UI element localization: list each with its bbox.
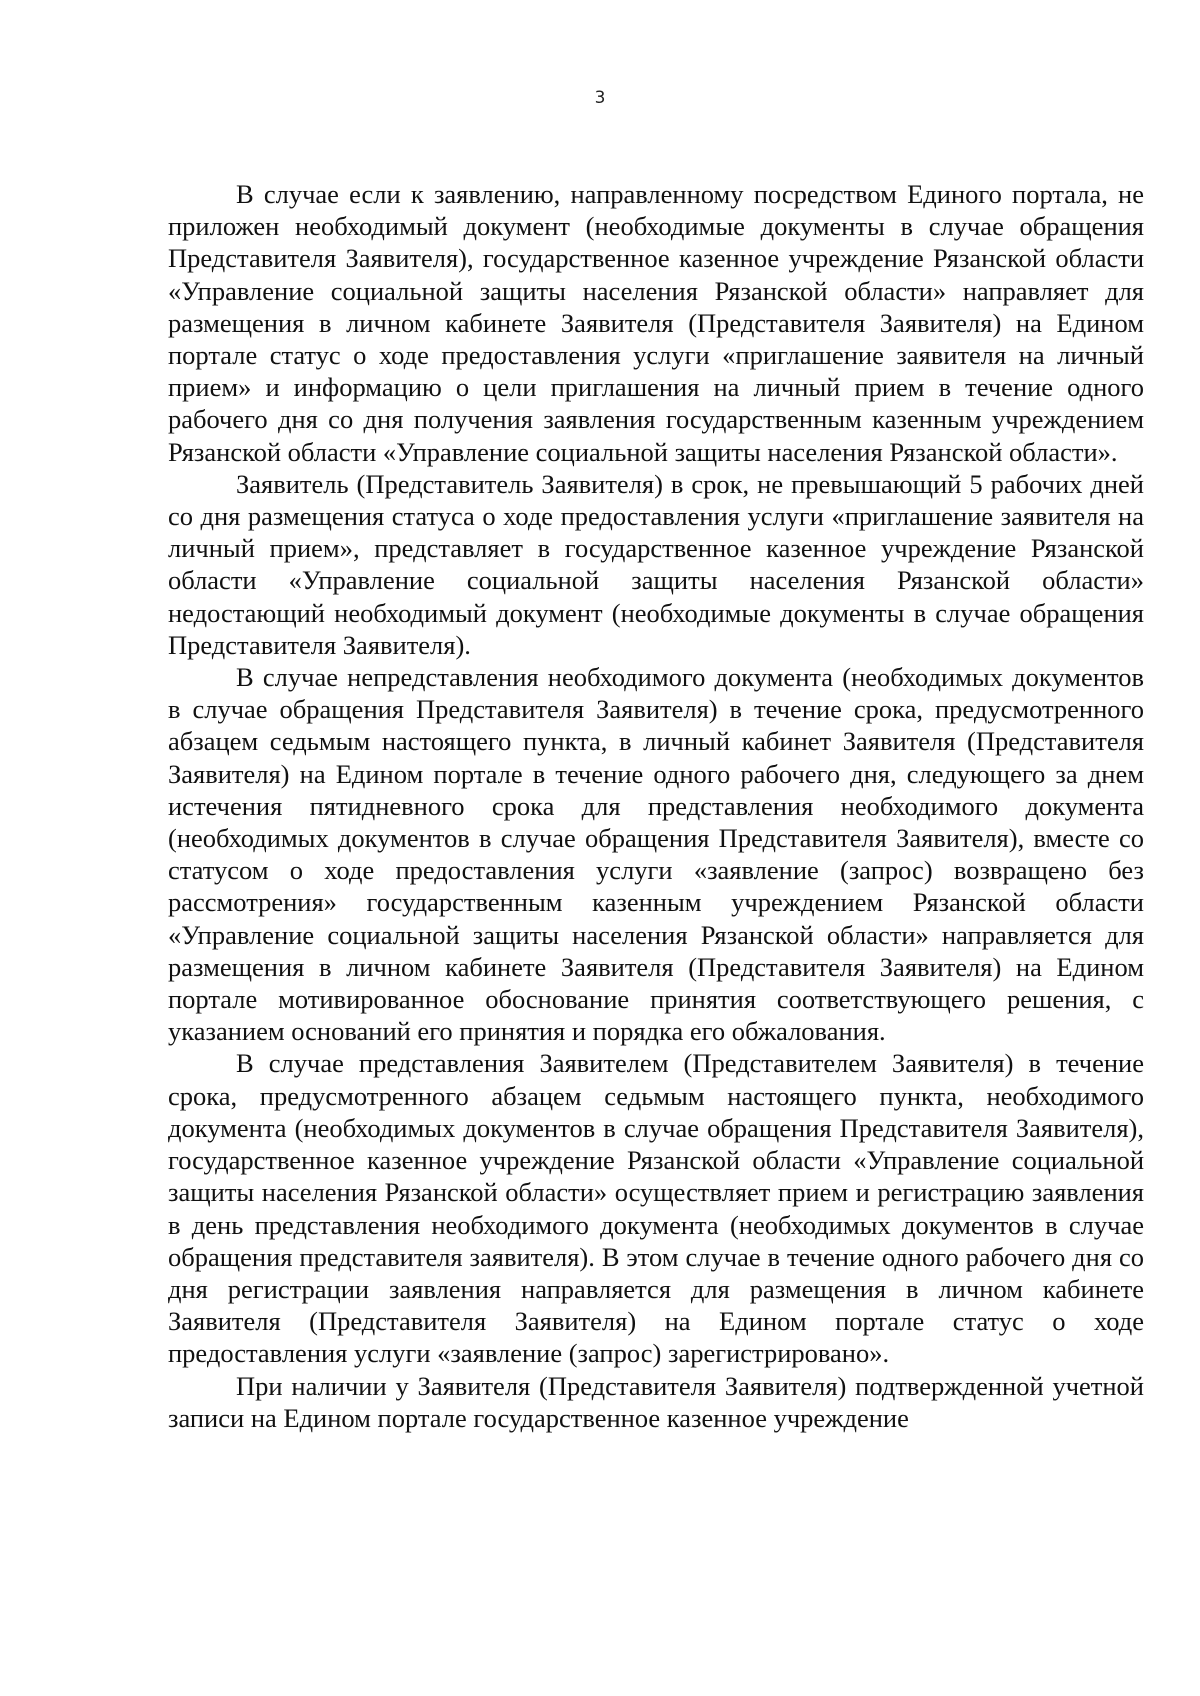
paragraph-4: В случае представления Заявителем (Представителем Заявителя) в течение срока, предусмотренного абзацем седьмым настоящего пункта, необходимого документа (необходимых документов в случае обращения Представителя Заявителя), государственное казенное учреждение Рязанской области «Управление социальной защиты населения Рязанской области» осуществляет прием и регистрацию заявления в день представления необходимого документа (необходимых документов в случае обращения представителя заявителя). В этом случае в течение одного рабочего дня со дня регистрации заявления направляется для размещения в личном кабинете Заявителя (Представителя Заявителя) на Едином портале статус о ходе предоставления услуги «заявление (запрос) зарегистрировано». — [168, 1048, 1144, 1369]
document-body — [168, 178, 1144, 1434]
paragraph-3: В случае непредставления необходимого документа (необходимых документов в случае обращения Представителя Заявителя) в течение срока, предусмотренного абзацем седьмым настоящего пункта, в личный кабинет Заявителя (Представителя Заявителя) на Едином портале в течение одного рабочего дня, следующего за днем истечения пятидневного срока для представления необходимого документа (необходимых документов в случае обращения Представителя Заявителя), вместе со статусом о ходе предоставления услуги «заявление (запрос) возвращено без рассмотрения» государственным казенным учреждением Рязанской области «Управление социальной защиты населения Рязанской области» направляется для размещения в личном кабинете Заявителя (Представителя Заявителя) на Едином портале мотивированное обоснование принятия соответствующего решения, с указанием оснований его принятия и порядка его обжалования. — [168, 662, 1144, 1047]
page-number: 3 — [594, 88, 606, 108]
paragraph-2: Заявитель (Представитель Заявителя) в срок, не превышающий 5 рабочих дней со дня размещения статуса о ходе предоставления услуги «приглашение заявителя на личный прием», представляет в государственное казенное учреждение Рязанской области «Управление социальной защиты населения Рязанской области» недостающий необходимый документ (необходимые документы в случае обращения Представителя Заявителя). — [168, 468, 1144, 660]
paragraph-5: При наличии у Заявителя (Представителя Заявителя) подтвержденной учетной записи на Едином портале государственное казенное учреждение — [168, 1370, 1144, 1433]
paragraph-1: В случае если к заявлению, направленному посредством Единого портала, не приложен необходимый документ (необходимые документы в случае обращения Представителя Заявителя), государственное казенное учреждение Рязанской области «Управление социальной защиты населения Рязанской области» направляет для размещения в личном кабинете Заявителя (Представителя Заявителя) на Едином портале статус о ходе предоставления услуги «приглашение заявителя на личный прием» и информацию о цели приглашения на личный прием в течение одного рабочего дня со дня получения заявления государственным казенным учреждением Рязанской области «Управление социальной защиты населения Рязанской области». — [168, 179, 1144, 467]
